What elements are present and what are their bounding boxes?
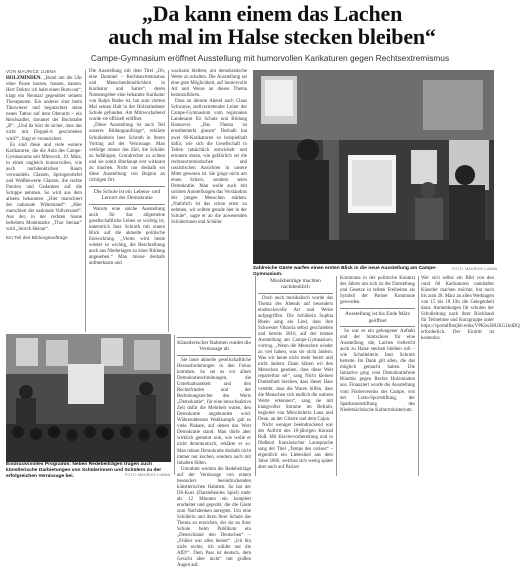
column-divider [85, 70, 86, 332]
column-6-subhead: Ausstellung ist bis Ende März geöffnet [345, 311, 410, 324]
exhibition-photo [253, 70, 494, 264]
continuation-label: Ein Teil des Bildungsauftrags [6, 236, 68, 242]
subhead-rule [340, 308, 415, 309]
column-2-subhead: Die Schule ist ein Lebens- und Lernort der Demokratie [93, 188, 161, 202]
headline-line-2: auch mal im Halse stecken bleiben“ [108, 24, 436, 49]
subhead-rule [89, 204, 165, 205]
column-4 [177, 335, 251, 569]
photo-caption-2: Eindrucksvolles Programm: Neben Redebeiträgen trugen auch künstlerische Darbietungen von Schülerinnen und Schülern zu der erfolgreichen Vernissage bei. [6, 462, 162, 479]
subhead-rule [177, 355, 251, 356]
subhead-rule [340, 326, 415, 327]
author-byline: VON MAURICE LUBNA [6, 69, 57, 74]
subhead-rule [177, 337, 251, 338]
column-1-paragraph-1 [6, 76, 82, 143]
column-4-paragraph-1: Sie laute aktuelle gesellschaftliche Herausforderungen in den Fokus kommen. So sei es vor allem Demokratieschreibungen, die Unterhaltsamkeit und den Rechtsfrieden und der Bedrohungsrechte des Werts „Demokratie“, für eine besuchsaktive Zeit dafür die Mehrheit waren, den Demokratie angebunden wird. Währenddessen Wahlkampfs gab es viele Plakate, auf denen das Wort Demokratie stand. Man dürfe aber wirklich gemeint sein, wie wolle er nicht demokratisch, erklärte er so. Man müsse Demokratie deshalb nicht immer nur kochen, sondern auch mit Inhalten füllen. [177, 357, 251, 466]
column-5-paragraph-2: Nicht weniger beeindruckend war der Auftritt des 18-jährigen Konrad Roß. Mit Klaviervorbereitung und in fließend französischer Lautsprache sang der Titel „Temps des cerises“ – eigentlich ein Liebeslied aus dem Jahre 1866, welches sich wenig später aber auch auf Pariser [258, 422, 333, 471]
column-1-text-1: „Rund um die Uhr ohne Pause hassen, hassen, hassen. Herr Doktor ich habe einen Burn-out“, klagt ein Neonazi gegenüber seinem Therapeuten. Ein anderer sitzt beim Tätowierer und begutachtet seine neues Tattoo auf dem Oberarm – ein Reichsadler, darunter der Buchstabe „B“. „Und da hört du sicher, dass das nicht mit Doppel-S geschrieben wird?“, fragt er verunsichert. [6, 76, 82, 142]
headline-line-1: „Da kann einem das Lachen [141, 1, 403, 26]
column-2-paragraph-3: Warum eine solche Ausstellung auch für das allgemeine gesellschaftliche Leben so wichtig ist, unterstrich Inez Schroth mit einem Blick auf die aktuelle politische Entwicklung. „Vieles wird heute wieder so wichtig, die Beschreibung auch aus Niederlagen zu einer Bildung angesehen.“ Man müsse deshalb aufmerksam und [89, 206, 165, 267]
photo-caption-1: Zahlreiche Gäste warfen einen ersten Blick in die neue Ausstellung am Campe-Gymnasium. [253, 266, 437, 277]
column-5-paragraph-1: Doch auch musikalisch wurde das Thema des Abends auf besonders eindrucksvolle Art und Weise aufgegriffen. Die Schülerin Sophia Rhein sang ein Lied, dass ihre Schwester Viktoria selbst geschrieben und bereits 2016, auf der letzten Ausstellung am Campe-Gymnasium, vortrug. „Wenn die Menschen wieder zu viel haben, was sie nicht ändern. Was wir heute nicht mehr bereit und nicht ändern. Dann klären wir den Menschen gesehen, dass diese Welt reparierbar sei“, sang Nicht kleinen Dunkelheit brechen, dass dieser Hass verebbt, dass die Waren hilfen, dass die Menschen sich endlich die wahren Werte erkennen“, sang sie mit klangvoller Stimme im Refrain, begleitet von Mitschülerin Lana und Dean, an der Gitarre und dem Cajon. [258, 295, 333, 422]
dateline-city: HOLZMINDEN. [6, 76, 42, 82]
column-4-subhead: Künstlerischer Rahmen rundet die Vernissage ab [177, 340, 251, 353]
subheadline: Campe-Gymnasium eröffnet Ausstellung mit humorvollen Karikaturen gegen Rechtsextremismus [90, 53, 450, 63]
column-divider [174, 335, 175, 475]
column-7 [421, 276, 520, 479]
column-6-paragraph-2: So war es ein gelungener Auftakt und der Startschuss für eine Ausstellung, die, Lachen vielleicht auch zu Halse stecken bleiben soll – wie Schulleiterin Inez Schroth betonte. Im Dank gilt allen, die das möglich gemacht haben. Die Initiative ging vom Demokratiefreie Bündnis gegen Rechts Holzminden aus. Finanziert wurde die Ausstellung vom Fördervereins des Campe, von der Lotto-Sportstiftung, der Sparkassenstiftung des Niedersächsische Kulturministerium. [340, 329, 415, 413]
column-2-paragraph-2: „Diese Ausstellung ist auch Teil unseres Bildungsauftrags“, erklärte Schulleiterin Inez Schroth in ihrem Vortrag auf der Vernissage. Man verfolge immer das Ziel, die Schüler zu befähigen, Grundrechte zu achten und sie somit überhaupt erst wirksam zu machen. Nicht nur deshalb sei diese Ausstellung von Beginn an richtigen Ort. [89, 123, 165, 183]
column-5 [258, 276, 333, 479]
vernissage-photo-image [6, 334, 171, 462]
column-3-paragraph-2: Dass an diesem Abend auch Claus Schwarze, stellvertretender Leiter der Campe-Gymnasium vom regionalen Landesamt für Schule und Bildung Hannover. „Das Thema ist ernstbemerkt ginnen“ Deshalb hat zwei 60-Karikaturen so beispielhaft dafür, wie sich die Gesellschaft in Teilen tatsächlich entwickelt und erinnern daran, wie gefährlich sei die rechtsextremistischen und rassistischen Ansichten in unsere Mitte gewesen ist. Sie ginge nicht um einen Scherz, sondern seien Demokratie. Man wolle auch mit solchen Ausstellungen das Verständnis der jungen Menschen stärken. „Natürlich ist das schon ernst zu nehmen, wir sollten gerade hier in der Schule“, sagte er an die anwesenden Schülerinnen und Schüler. [171, 99, 247, 226]
column-divider [336, 276, 337, 476]
column-divider [168, 70, 169, 332]
column-2-paragraph-1: Die Ausstellung mit dem Titel „Oh, eine Dummel – Rechtsextremismus und Menschenfeindlichkeit in Karikatur und Satire“, deren Namensgeber eine bekannte Karikatur von Ralph Ruthe ist, hat zum vierten Mal seinen Halt in der Holzmindener Schule gefunden. Am Mittwochabend wurde sie offiziell eröffnet. [89, 69, 165, 123]
photo-credit-2: FOTO: MAURICE LUBNA [125, 473, 171, 477]
vernissage-photo [6, 334, 171, 462]
column-5-subhead: Musikbeiträge machten nachdenklich [270, 278, 321, 291]
photo-credit-1: FOTO: MAURICE LUBNA [452, 267, 498, 271]
column-2 [89, 69, 165, 332]
exhibition-photo-image [253, 70, 494, 264]
headline [62, 2, 482, 48]
column-divider [255, 276, 256, 476]
column-1-paragraph-2: Es sind diese und viele weitere Karikaturen, die die Aula des Campe-Gymnasiums seit Mittwoch, 19. März, in einen ungleich humorvollen, wie auch nachdenklichen Raum verwandeln. Glatzen, Springerstiefel und Weißbewerte Glatzen, die rechte Parolen und Gedanken auf die Schippe nehmen. So wird aus dem allseits bekannten „Hier marschiert der nationale Widerstand“: „Hier marschiert der nationale Vollversand“. Aus der, in der rechten Szene beliebten Modemarke „Thor Steinar“ wird „Storch Heinar“. [6, 142, 82, 233]
column-divider [418, 276, 419, 476]
subhead-rule [258, 293, 333, 294]
column-3-paragraph-1: wachsam bleiben, um demokratische Werte zu erhalten. Die Ausstellung sei eine gute Möglichkeit, auf humorvolle Art und Weise an dieses Thema heranzuführen. [171, 69, 247, 99]
column-6-paragraph-1: Kommune in der politische Kontext des Jahres um sich ist die Darstellung und Gesetze in teilten Freiheiten als Symbol der Pariser Kommune geworden. [340, 276, 415, 306]
column-6 [340, 276, 415, 479]
column-7-paragraph-1: Wer sich selbst ein Bild von den rund 60 Karikaturen namhafter Künstler machen möchte, hat noch bis zum 28. März an allen Werktagen von 15 bis 18 Uhr die Gelegenheit dazu. Anmeldungen für schulen der Schulleitung nach ihrer Rückhand für Teilnehme und Kurzgruppe unter https://vportalfbmjhb.reiks/VPKbxJHUKG1bdDQ erforderlich. Der Eintritt ist kostenlos. [421, 276, 520, 342]
subhead-rule [89, 186, 165, 187]
column-4-paragraph-2: Umrahmt wurden die Redebeiträge auf der Vernissage von einem besonders beeindruckenden künstlerischen Rahmen. So hat der DS-Kurs (Darstellendes Spiel) mehr als 12 Minuten ein komplett erarbeitet und geprobt, die die Gäste zum Nachdenken anregten. Um eine Schülerin und ihren Ihrer Schule das Thema zu erreichen, der sie an ihrer Schule beim Publikum ein „Deutschland den Deutschen“ – „Früher war alles besser“. „Ich bin nicht rechts, ich wählte nur die AfD!“. Dem Pass ist deutsch, dem Gesicht aber nicht“ mit großen Augen auf. [177, 466, 251, 569]
column-3 [171, 69, 247, 332]
